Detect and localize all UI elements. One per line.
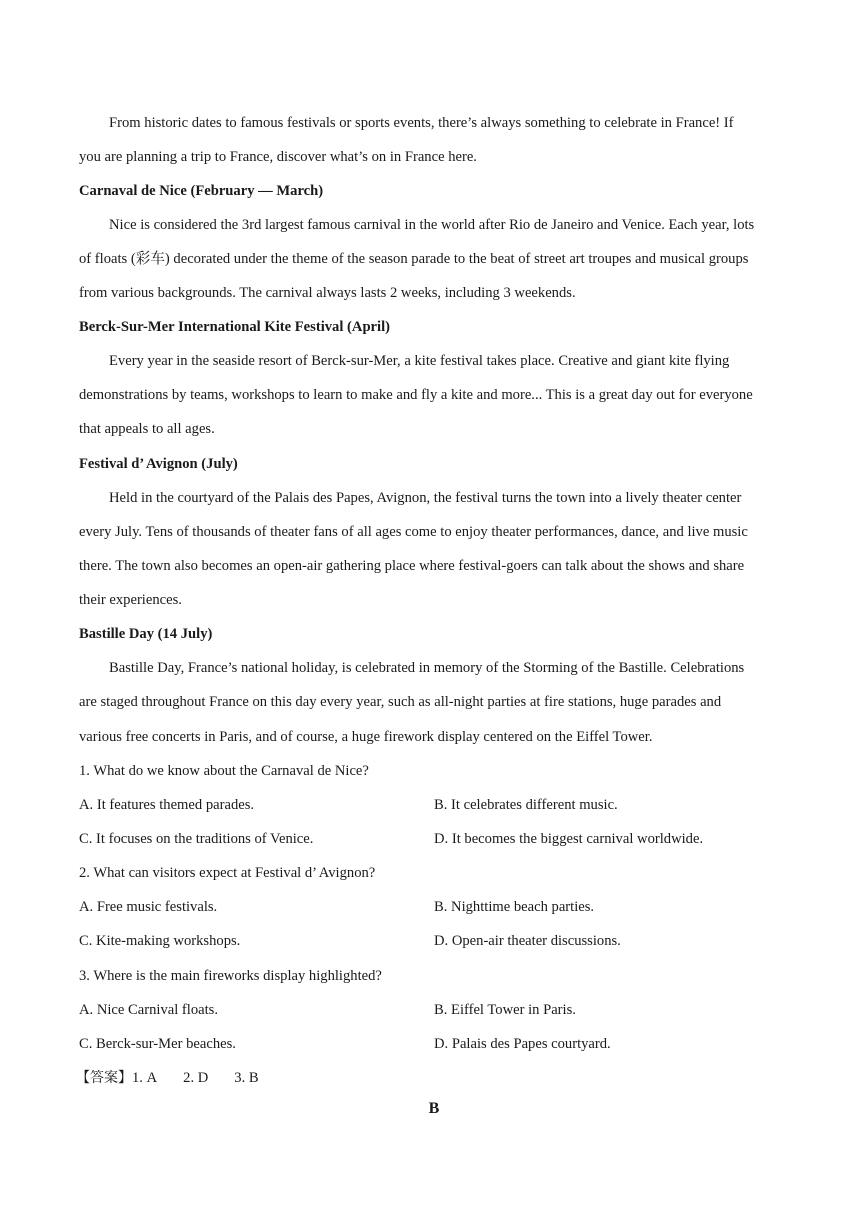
paragraph-line: Bastille Day, France’s national holiday, is celebrated in memory of the Storming of the Bastille. Celebrations: [109, 660, 745, 676]
intro-line-1: From historic dates to famous festivals or sports events, there’s always something to celebrate in France! If: [109, 115, 734, 131]
paragraph-line: every July. Tens of thousands of theater fans of all ages come to enjoy theater performances, dance, and live music: [79, 524, 748, 540]
question-1-option-d: D. It becomes the biggest carnival worldwide.: [434, 831, 704, 847]
question-1-option-b: B. It celebrates different music.: [434, 797, 618, 813]
section-heading-carnaval-de-nice: Carnaval de Nice (February — March): [79, 183, 324, 199]
next-section-letter: B: [428, 1100, 440, 1117]
paragraph-line: Held in the courtyard of the Palais des Papes, Avignon, the festival turns the town into a lively theater center: [109, 490, 742, 506]
answer-key: [76, 1068, 796, 1088]
question-2-option-c: C. Kite-making workshops.: [79, 933, 241, 949]
paragraph-line: Nice is considered the 3rd largest famous carnival in the world after Rio de Janeiro and Venice. Each year, lots: [109, 217, 755, 233]
paragraph-line: from various backgrounds. The carnival always lasts 2 weeks, including 3 weekends.: [79, 285, 576, 301]
question-2-option-d: D. Open-air theater discussions.: [434, 933, 621, 949]
section-heading-festival-avignon: Festival d’ Avignon (July): [79, 456, 238, 472]
answer-2: 2. D: [183, 1070, 209, 1086]
paragraph-line: their experiences.: [79, 592, 182, 608]
question-3-stem: 3. Where is the main fireworks display highlighted?: [79, 968, 382, 984]
intro-line-2: you are planning a trip to France, discover what’s on in France here.: [79, 149, 477, 165]
question-3-option-d: D. Palais des Papes courtyard.: [434, 1036, 611, 1052]
paragraph-line: that appeals to all ages.: [79, 421, 215, 437]
section-heading-bastille-day: Bastille Day (14 July): [79, 626, 213, 642]
paragraph-line: there. The town also becomes an open-air gathering place where festival-goers can talk about the shows and share: [79, 558, 745, 574]
paragraph-line: are staged throughout France on this day every year, such as all-night parties at fire stations, huge parades and: [79, 694, 722, 710]
answer-1: 1. A: [132, 1070, 158, 1086]
question-2-stem: 2. What can visitors expect at Festival d’ Avignon?: [79, 865, 376, 881]
paragraph-line: of floats (彩车) decorated under the theme of the season parade to the beat of street art troupes and musical groups: [79, 251, 749, 267]
paragraph-line: various free concerts in Paris, and of course, a huge firework display centered on the Eiffel Tower.: [79, 729, 653, 745]
question-3-option-b: B. Eiffel Tower in Paris.: [434, 1002, 576, 1018]
paragraph-line: Every year in the seaside resort of Berck-sur-Mer, a kite festival takes place. Creative and giant kite flying: [109, 353, 730, 369]
answer-key-label: 【答案】: [76, 1070, 132, 1086]
answer-3: 3. B: [234, 1070, 259, 1086]
question-3-option-a: A. Nice Carnival floats.: [79, 1002, 219, 1018]
question-1-stem: 1. What do we know about the Carnaval de Nice?: [79, 763, 369, 779]
question-1-option-a: A. It features themed parades.: [79, 797, 255, 813]
question-1-option-c: C. It focuses on the traditions of Venice.: [79, 831, 314, 847]
question-2-option-b: B. Nighttime beach parties.: [434, 899, 595, 915]
question-2-option-a: A. Free music festivals.: [79, 899, 218, 915]
section-heading-kite-festival: Berck-Sur-Mer International Kite Festival (April): [79, 319, 391, 335]
question-3-option-c: C. Berck-sur-Mer beaches.: [79, 1036, 236, 1052]
paragraph-line: demonstrations by teams, workshops to learn to make and fly a kite and more... This is a great day out for everyone: [79, 387, 753, 403]
